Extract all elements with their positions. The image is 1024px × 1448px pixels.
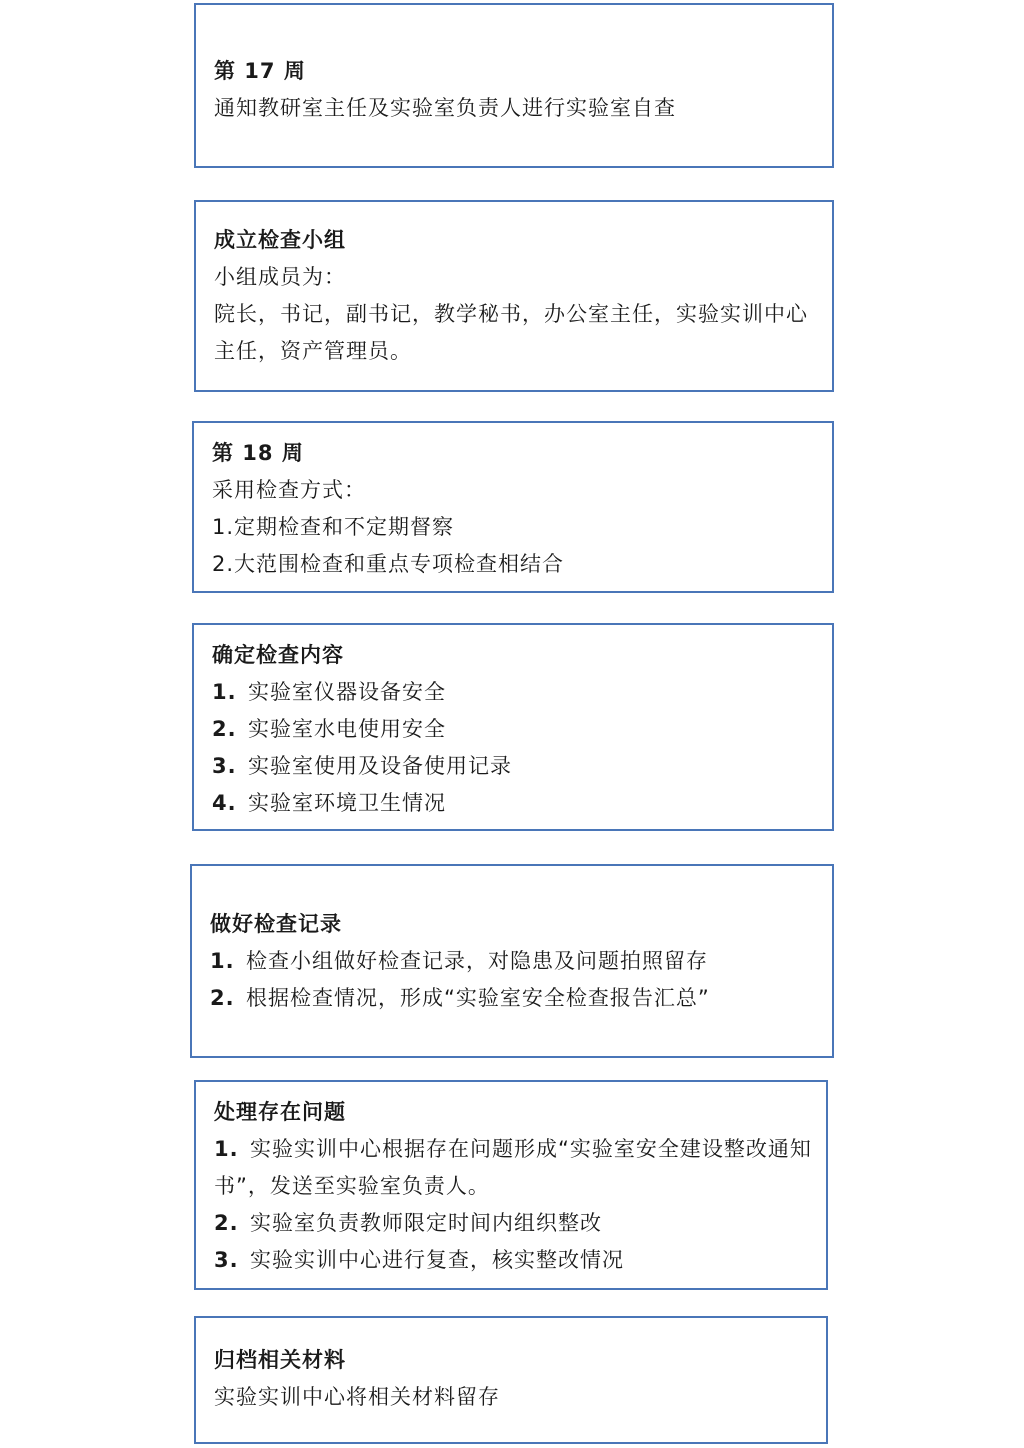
item-text: 实验实训中心进行复查，核实整改情况 <box>250 1248 624 1272</box>
item-text: 实验室水电使用安全 <box>248 717 446 741</box>
item-text: 检查小组做好检查记录，对隐患及问题拍照留存 <box>246 949 708 973</box>
item-text: 实验实训中心根据存在问题形成“实验室安全建设整改通知书”，发送至实验室负责人。 <box>214 1137 812 1198</box>
step-item <box>212 785 818 822</box>
step-archive-box <box>194 1316 828 1444</box>
item-number: 2. <box>212 717 237 741</box>
step-heading: 处理存在问题 <box>214 1100 346 1124</box>
item-number: 1. <box>214 1137 239 1161</box>
step-group-box <box>194 200 834 392</box>
step-line: 实验实训中心将相关材料留存 <box>214 1385 500 1409</box>
step-week17-box <box>194 3 834 168</box>
step-heading: 成立检查小组 <box>214 228 346 252</box>
step-heading: 做好检查记录 <box>210 912 342 936</box>
step-line: 1.定期检查和不定期督察 <box>212 515 455 539</box>
item-number: 4. <box>212 791 237 815</box>
item-number: 3. <box>212 754 237 778</box>
step-line: 院长，书记，副书记，教学秘书，办公室主任，实验实训中心主任，资产管理员。 <box>214 302 808 363</box>
step-line: 2.大范围检查和重点专项检查相结合 <box>212 552 565 576</box>
item-text: 实验室仪器设备安全 <box>248 680 446 704</box>
step-item <box>210 943 818 980</box>
step-heading: 归档相关材料 <box>214 1348 346 1372</box>
step-item <box>212 674 818 711</box>
step-heading: 第 18 周 <box>212 441 304 465</box>
item-number: 3. <box>214 1248 239 1272</box>
step-week18-box <box>192 421 834 593</box>
item-number: 2. <box>214 1211 239 1235</box>
item-text: 实验室负责教师限定时间内组织整改 <box>250 1211 602 1235</box>
step-item <box>212 711 818 748</box>
item-text: 实验室环境卫生情况 <box>248 791 446 815</box>
item-text: 实验室使用及设备使用记录 <box>248 754 512 778</box>
step-item <box>212 748 818 785</box>
step-problems-box <box>194 1080 828 1290</box>
step-record-box <box>190 864 834 1058</box>
item-number: 1. <box>212 680 237 704</box>
step-heading: 确定检查内容 <box>212 643 344 667</box>
item-text: 根据检查情况，形成“实验室安全检查报告汇总” <box>246 986 710 1010</box>
step-line: 采用检查方式： <box>212 478 366 502</box>
step-item <box>214 1205 812 1242</box>
step-item <box>214 1131 812 1205</box>
step-line: 通知教研室主任及实验室负责人进行实验室自查 <box>214 96 676 120</box>
item-number: 1. <box>210 949 235 973</box>
step-item <box>210 980 818 1017</box>
item-number: 2. <box>210 986 235 1010</box>
step-line: 小组成员为： <box>214 265 346 289</box>
step-heading: 第 17 周 <box>214 59 306 83</box>
step-content-box <box>192 623 834 831</box>
step-item <box>214 1242 812 1279</box>
